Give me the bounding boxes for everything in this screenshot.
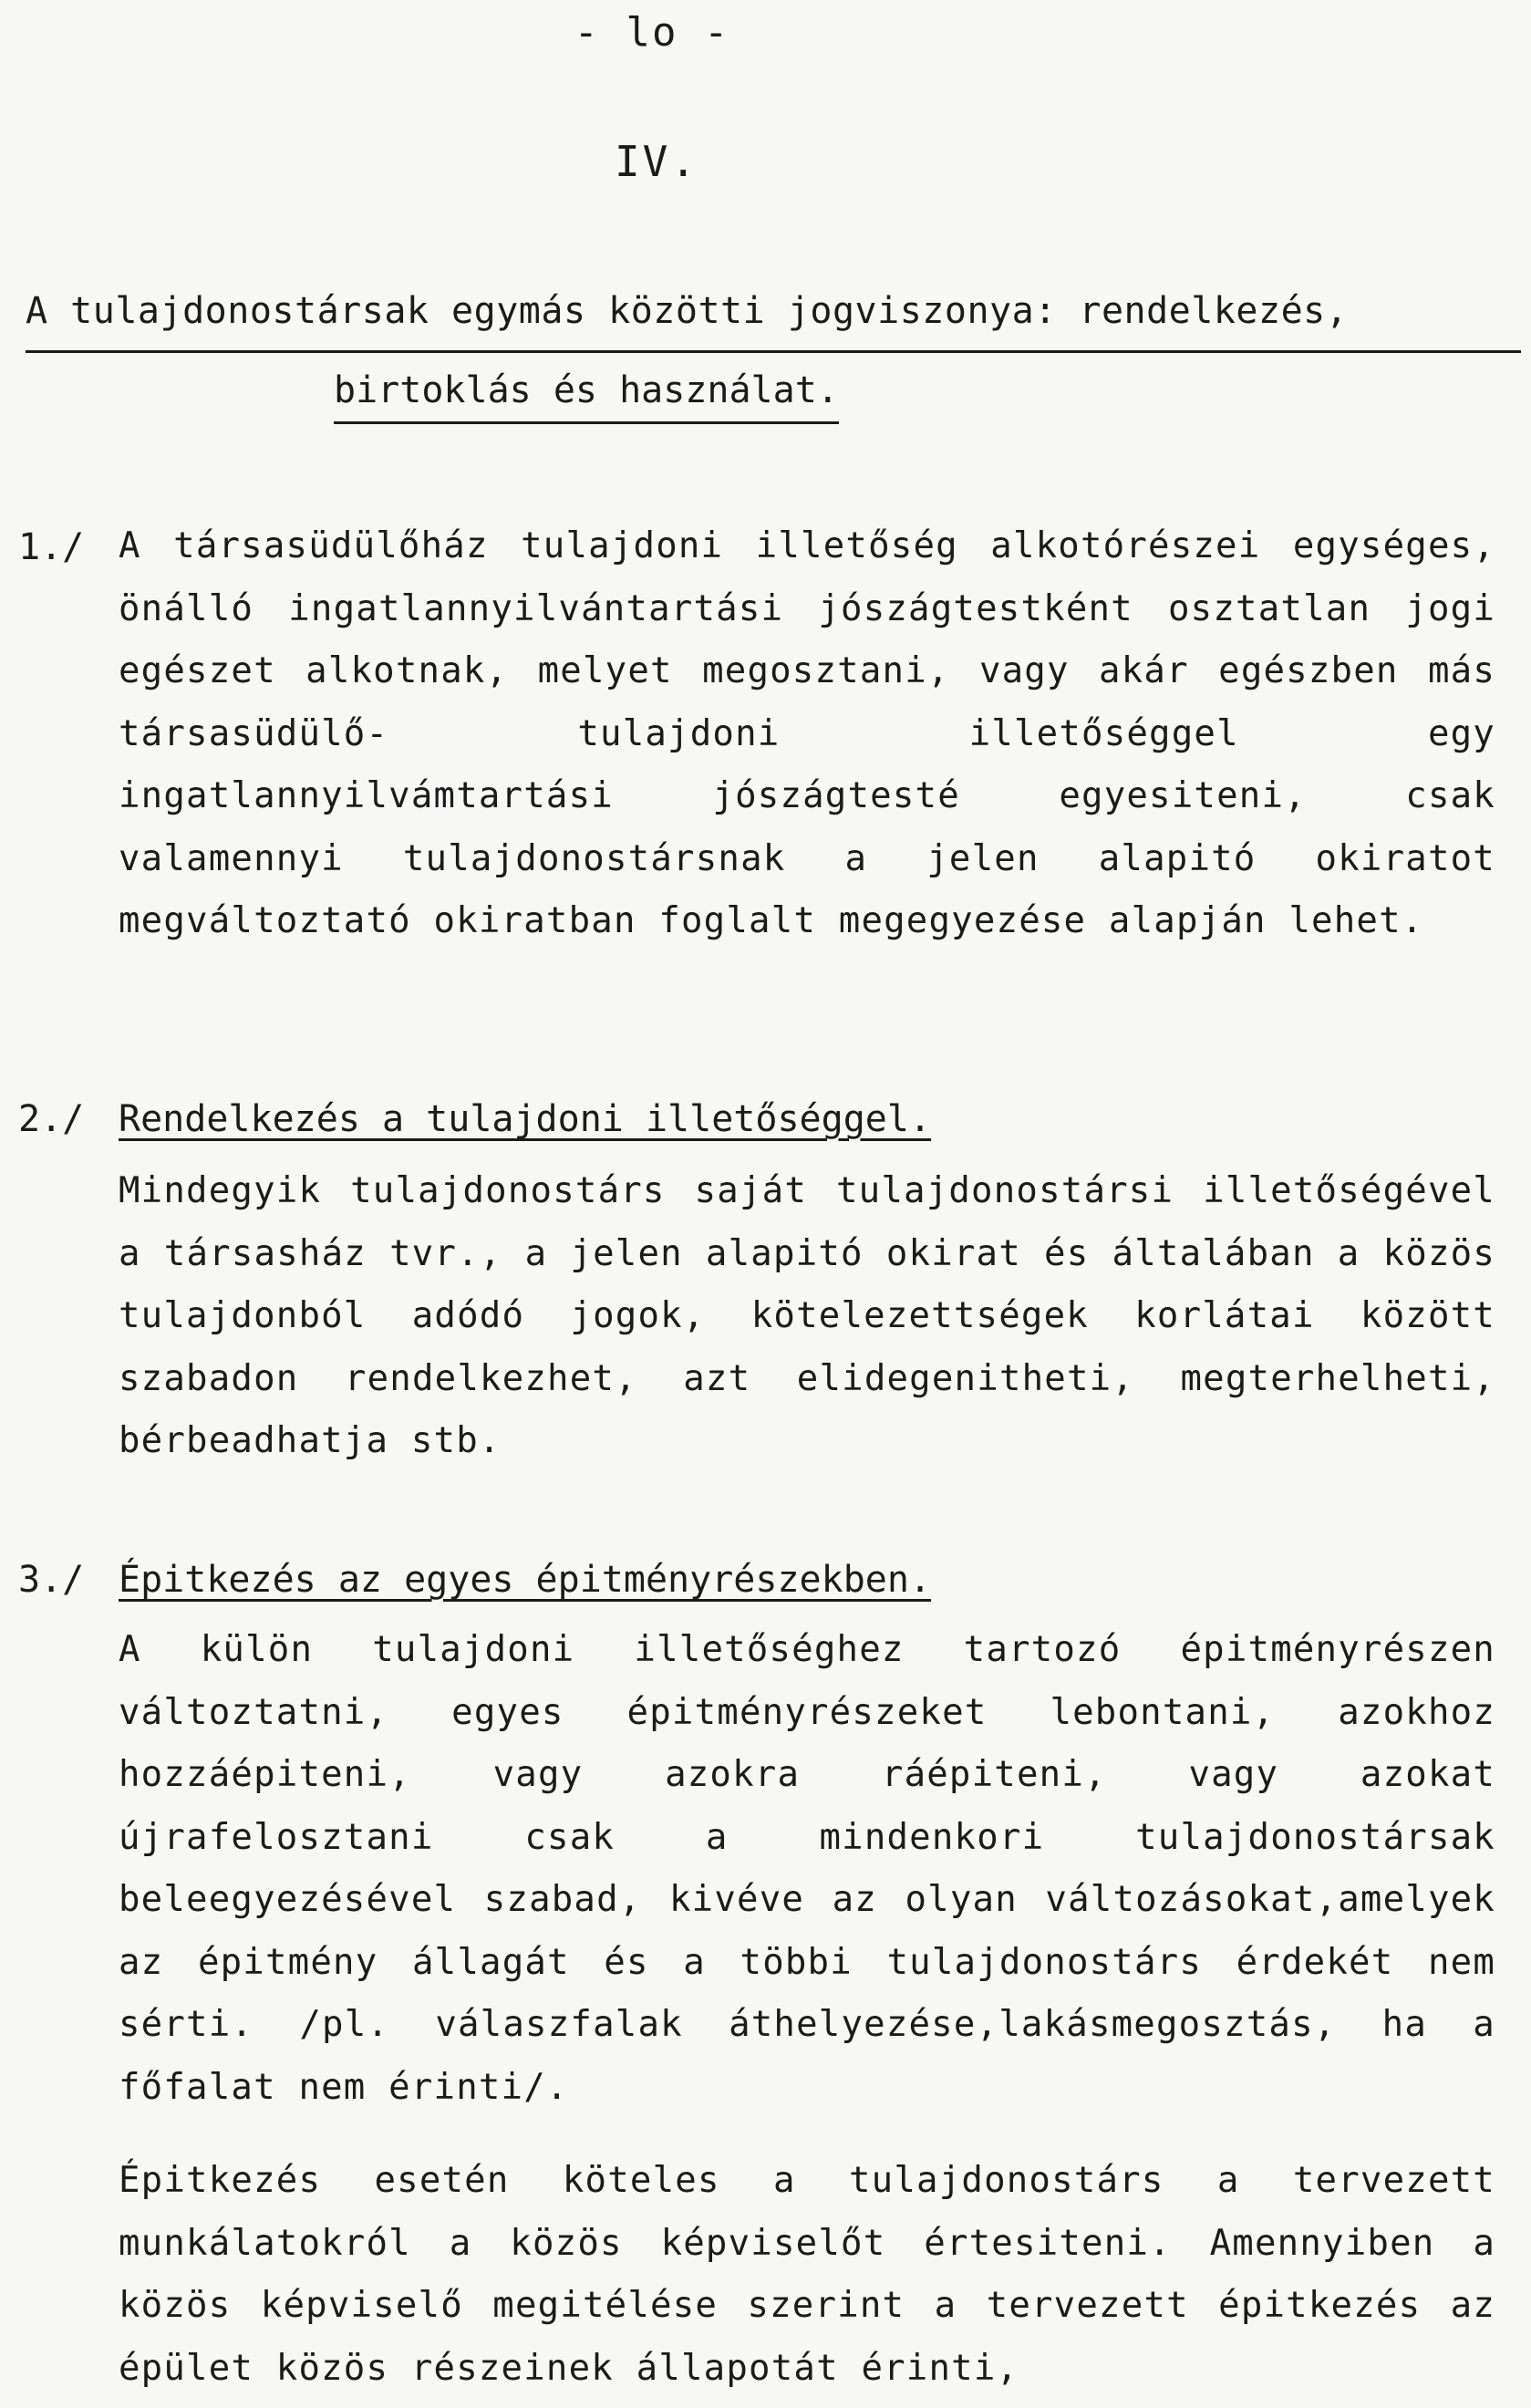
section-3-title: Épitkezés az egyes épitményrészekben. [119, 1559, 932, 1601]
chapter-heading-line-2: birtoklás és használat. [334, 361, 839, 424]
section-3-paragraph-2: Épitkezés esetén köteles a tulajdonostárs a tervezett munkálatokról a közös képviselőt értesiteni. Amennyiben a közös képviselő megitélése szerint a tervezett épitkezés az épület közös részeinek állapotát érinti, [119, 2160, 1495, 2389]
section-1-text: A társasüdülőház tulajdoni illetőség alkotórészei egységes, önálló ingatlannyilvántartási jószágtestként osztatlan jogi egészet alkotnak, melyet megosztani, vagy akár egészben más társasüdülő- tulajdoni illetőséggel egy ingatlannyilvámtartási jószágtesté egyesiteni, csak valamennyi tulajdonostársnak a jelen alapitó okiratot megváltoztató okiratban foglalt megegyezése alapján lehet. [119, 525, 1495, 941]
section-3-text: A külön tulajdoni illetőséghez tartozó épitményrészen változtatni, egyes épitményrészeket lebontani, azokhoz hozzáépiteni, vagy azokra ráépiteni, vagy azokat újrafelosztani csak a mindenkori tulajdonostársak beleegyezésével szabad, kivéve az olyan változásokat,amelyek az épitmény állagát és a többi tulajdonostárs érdekét nem sérti. /pl. válaszfalak áthelyezése,lakásmegosztás, ha a főfalat nem érinti/. [119, 1629, 1495, 2108]
chapter-heading [26, 274, 1521, 428]
chapter-heading-line-1: A tulajdonostársak egymás közötti jogviszonya: rendelkezés, [26, 274, 1521, 353]
section-1-number: 1./ [18, 526, 85, 568]
section-3-number: 3./ [18, 1559, 85, 1601]
section-2-text: Mindegyik tulajdonostárs saját tulajdonostársi illetőségével a társasház tvr., a jelen alapitó okirat és általában a közös tulajdonból adódó jogok, kötelezettségek korlátai között szabadon rendelkezhet, azt elidegenitheti, megterhelheti, bérbeadhatja stb. [119, 1170, 1495, 1461]
section-2-title: Rendelkezés a tulajdoni illetőséggel. [119, 1098, 932, 1140]
section-2-number: 2./ [18, 1098, 85, 1140]
page-number: - lo - [574, 9, 730, 56]
chapter-number: IV. [614, 137, 699, 186]
